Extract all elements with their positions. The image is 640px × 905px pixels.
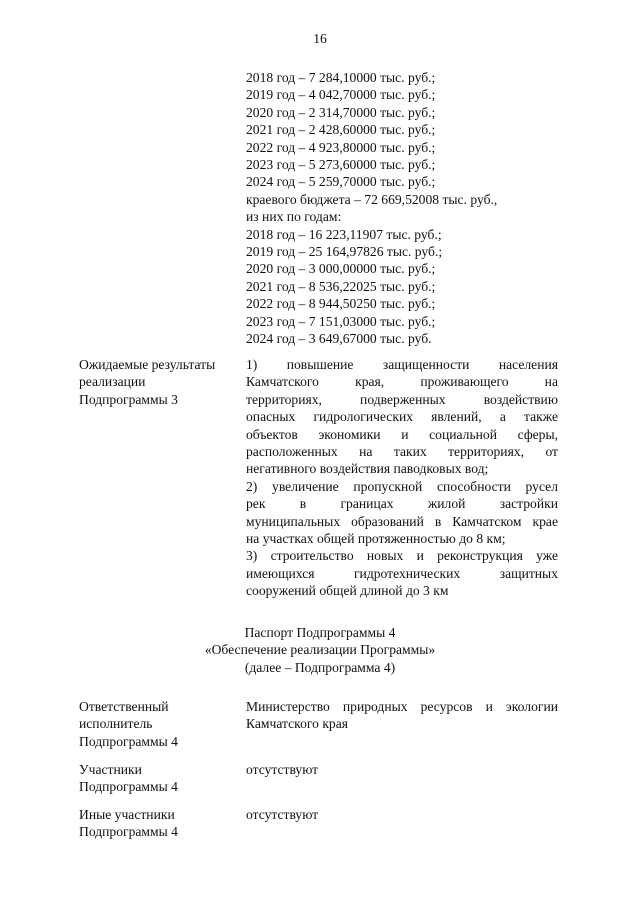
value-line: расположенных на таких территориях, от (246, 444, 558, 460)
label-line: Подпрограммы 4 (79, 824, 178, 840)
funding-line: 2019 год – 25 164,97826 тыс. руб.; (246, 244, 443, 260)
value-line: Камчатского края, проживающего на (246, 374, 558, 390)
funding-line: 2021 год – 8 536,22025 тыс. руб.; (246, 278, 436, 294)
funding-block (246, 69, 558, 348)
funding-line: 2023 год – 7 151,03000 тыс. руб.; (246, 313, 436, 329)
value-line: рек в границах жилой застройки (246, 496, 558, 512)
value-line: 3) строительство новых и реконструкция уже (246, 548, 558, 564)
passport-title-line: «Обеспечение реализации Программы» (204, 642, 436, 658)
funding-line: 2018 год – 7 284,10000 тыс. руб.; (246, 70, 436, 85)
funding-line: 2019 год – 4 042,70000 тыс. руб.; (246, 87, 436, 103)
funding-line: 2023 год – 5 273,60000 тыс. руб.; (246, 157, 436, 173)
passport-title-line: Паспорт Подпрограммы 4 (244, 625, 396, 640)
funding-line: 2022 год – 8 944,50250 тыс. руб.; (246, 296, 436, 312)
passport-title-line: (далее – Подпрограмма 4) (244, 659, 396, 675)
value-line: на участках общей протяженностью до 8 км; (246, 531, 506, 547)
label-line: реализации (79, 374, 146, 390)
funding-line: из них по годам: (246, 209, 342, 225)
other-participants-value (246, 806, 558, 823)
label-line: Ожидаемые результаты (79, 357, 216, 372)
funding-line: краевого бюджета – 72 669,52008 тыс. руб., (246, 191, 498, 207)
funding-line: 2024 год – 3 649,67000 тыс. руб. (246, 331, 432, 347)
value-line: Министерство природных ресурсов и экологии (246, 699, 558, 714)
label-line: исполнитель (79, 716, 153, 732)
value-line: Камчатского края (246, 716, 349, 732)
results-label (79, 356, 239, 408)
funding-line: 2020 год – 2 314,70000 тыс. руб.; (246, 104, 436, 120)
value-line: сооружений общей длиной до 3 км (246, 583, 449, 599)
label-line: Подпрограммы 3 (79, 391, 178, 407)
responsible-executor-value (246, 698, 558, 733)
label-line: Подпрограммы 4 (79, 779, 178, 795)
value-line: негативного воздействия паводковых вод; (246, 461, 489, 477)
results-value (246, 356, 558, 600)
value-line: отсутствуют (246, 762, 319, 777)
value-line: отсутствуют (246, 807, 319, 822)
funding-line: 2024 год – 5 259,70000 тыс. руб.; (246, 174, 436, 190)
participants-label (79, 761, 239, 796)
responsible-executor-label (79, 698, 239, 750)
value-line: объектов экономики и социальной сферы, (246, 426, 558, 442)
participants-value (246, 761, 558, 778)
value-line: муниципальных образований в Камчатском крае (246, 513, 558, 529)
funding-line: 2022 год – 4 923,80000 тыс. руб.; (246, 139, 436, 155)
funding-line: 2021 год – 2 428,60000 тыс. руб.; (246, 122, 436, 138)
page-number: 16 (313, 31, 327, 46)
funding-line: 2020 год – 3 000,00000 тыс. руб.; (246, 261, 436, 277)
passport-title (0, 624, 640, 676)
funding-line: 2018 год – 16 223,11907 тыс. руб.; (246, 226, 442, 242)
value-line: имеющихся гидротехнических защитных (246, 565, 558, 581)
label-line: Подпрограммы 4 (79, 733, 178, 749)
value-line: 1) повышение защищенности населения (246, 357, 558, 372)
value-line: территориях, подверженных воздействию (246, 391, 558, 407)
label-line: Ответственный (79, 699, 169, 714)
value-line: опасных гидрологических явлений, а также (246, 409, 558, 425)
other-participants-label (79, 806, 239, 841)
value-line: 2) увеличение пропускной способности русел (246, 478, 558, 494)
label-line: Участники (79, 762, 142, 777)
label-line: Иные участники (79, 807, 175, 822)
